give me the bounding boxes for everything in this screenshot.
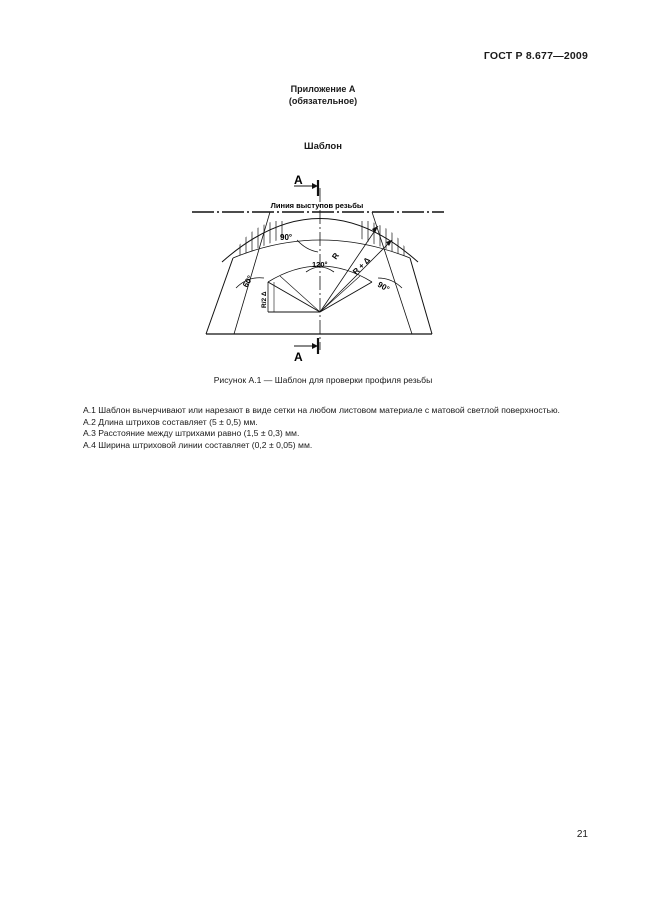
section-mark-bottom: А (294, 350, 303, 364)
paragraph-a1: А.1 Шаблон вычерчивают или нарезают в виде сетки на любом листовом материале с матовой светлой поверхностью. (83, 405, 560, 415)
paragraph-a3: А.3 Расстояние между штрихами равно (1,5 ± 0,3) мм. (83, 428, 300, 439)
paragraph-a4: А.4 Ширина штриховой линии составляет (0,2 ± 0,05) мм. (83, 439, 313, 450)
crest-line-label: Линия выступов резьбы (270, 201, 364, 210)
appendix-status: (обязательное) (288, 96, 358, 106)
body-text (56, 405, 588, 451)
angle-60-left: 60° (240, 274, 255, 289)
document-code: ГОСТ Р 8.677—2009 (483, 50, 588, 62)
angle-120: 120° (312, 260, 328, 269)
appendix-heading (0, 83, 646, 107)
section-title: Шаблон (304, 141, 342, 152)
page-number: 21 (576, 829, 588, 840)
section-mark-top: А (294, 173, 303, 187)
appendix-title: Приложение А (290, 84, 356, 94)
template-drawing (178, 168, 468, 368)
dim-r2d-label: R/2 Δ (261, 291, 268, 308)
radius-r-label: R (330, 251, 341, 262)
angle-90-left: 90° (280, 233, 293, 242)
angle-90-right: 90° (376, 279, 391, 294)
paragraph-a2: А.2 Длина штрихов составляет (5 ± 0,5) мм. (83, 416, 258, 427)
radius-rd-label: R + Δ (351, 255, 373, 277)
figure-caption: Рисунок А.1 — Шаблон для проверки профиля резьбы (213, 375, 433, 385)
